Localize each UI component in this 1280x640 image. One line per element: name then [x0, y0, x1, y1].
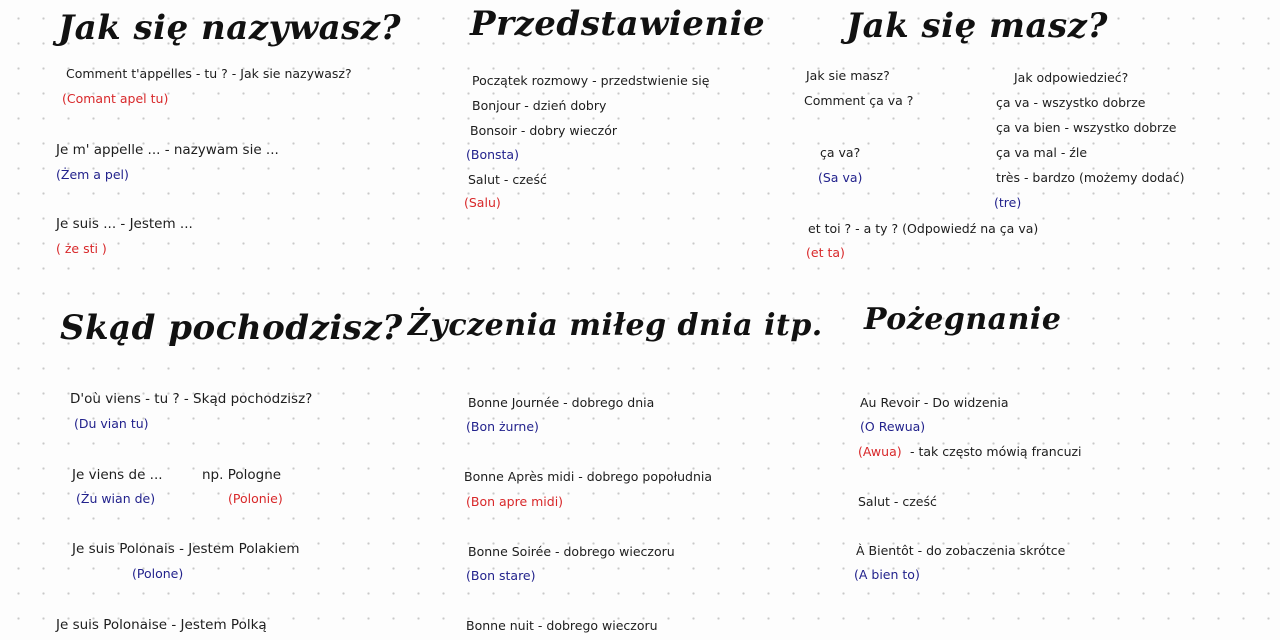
note-line: D'où viens - tu ? - Skąd pochodzisz? — [70, 391, 313, 407]
note-line: ça va - wszystko dobrze — [996, 95, 1146, 110]
note-line: Bonjour - dzień dobry — [472, 98, 607, 113]
note-line: Bonsoir - dobry wieczór — [470, 123, 618, 138]
pronunciation-red: (Comant apel tu) — [62, 91, 169, 106]
note-line: Jak odpowiedzieć? — [1014, 70, 1129, 85]
note-line: Bonne Après midi - dobrego popołudnia — [464, 469, 713, 484]
note-line: Salut - cześć — [858, 494, 937, 509]
pronunciation-red: (Polonie) — [228, 491, 283, 506]
pronunciation-blue: (Sa va) — [818, 170, 863, 185]
note-line: Jak sie masz? — [806, 68, 890, 83]
note-line: ça va mal - źle — [996, 145, 1088, 160]
note-line: Bonne Journée - dobrego dnia — [468, 395, 655, 410]
note-line: Comment ça va ? — [804, 93, 914, 108]
heading-skad-pochodzisz: Skąd pochodzisz? — [60, 308, 403, 348]
note-line: très - bardzo (możemy dodać) — [996, 170, 1185, 185]
pronunciation-blue: (Żu wian de) — [76, 491, 156, 506]
note-line: À Bientôt - do zobaczenia skrótce — [856, 543, 1066, 558]
pronunciation-blue: (A bien to) — [854, 567, 920, 582]
note-line: et toi ? - a ty ? (Odpowiedź na ça va) — [808, 221, 1039, 236]
pronunciation-blue: (Żem a pel) — [56, 167, 129, 182]
note-line: Je suis Polonaise - Jestem Polką — [56, 617, 267, 633]
note-line: ça va? — [820, 145, 861, 160]
pronunciation-blue: (Bon żurne) — [466, 419, 539, 434]
pronunciation-blue: (Bonsta) — [466, 147, 519, 162]
pronunciation-blue: (O Rewua) — [860, 419, 926, 434]
note-line: Je m' appelle ... - nazywam sie ... — [56, 142, 279, 158]
pronunciation-red: (et ta) — [806, 245, 845, 260]
heading-pozegnanie: Pożegnanie — [864, 302, 1062, 337]
note-line: Au Revoir - Do widzenia — [860, 395, 1009, 410]
note-line: Początek rozmowy - przedstwienie się — [472, 73, 710, 88]
note-line: Je suis Polonais - Jestem Polakiem — [72, 541, 300, 557]
pronunciation-red: ( że sti ) — [56, 241, 107, 256]
pronunciation-red: (Awua) — [858, 444, 902, 459]
note-line: Bonne nuit - dobrego wieczoru — [466, 618, 658, 633]
pronunciation-blue: (Polone) — [132, 566, 184, 581]
pronunciation-red: (Bon apre midi) — [466, 494, 564, 509]
heading-przedstawienie: Przedstawienie — [470, 4, 766, 44]
heading-jak-sie-nazywasz: Jak się nazywasz? — [58, 8, 402, 48]
note-line: Bonne Soirée - dobrego wieczoru — [468, 544, 675, 559]
note-line: Comment t'appelles - tu ? - Jak sie nazywasz? — [66, 66, 352, 81]
pronunciation-red: (Salu) — [464, 195, 501, 210]
heading-jak-sie-masz: Jak się masz? — [846, 6, 1108, 46]
heading-zyczenia: Życzenia miłeg dnia itp. — [408, 308, 823, 343]
note-line: Je suis ... - Jestem ... — [56, 216, 193, 232]
note-line: np. Pologne — [202, 467, 282, 483]
pronunciation-blue: (Bon stare) — [466, 568, 536, 583]
note-line: ça va bien - wszystko dobrze — [996, 120, 1177, 135]
note-line: - tak często mówią francuzi — [910, 444, 1082, 459]
note-line: Salut - cześć — [468, 172, 547, 187]
note-line: Je viens de ... — [72, 467, 163, 483]
pronunciation-blue: (tre) — [994, 195, 1022, 210]
pronunciation-blue: (Du vian tu) — [74, 416, 149, 431]
